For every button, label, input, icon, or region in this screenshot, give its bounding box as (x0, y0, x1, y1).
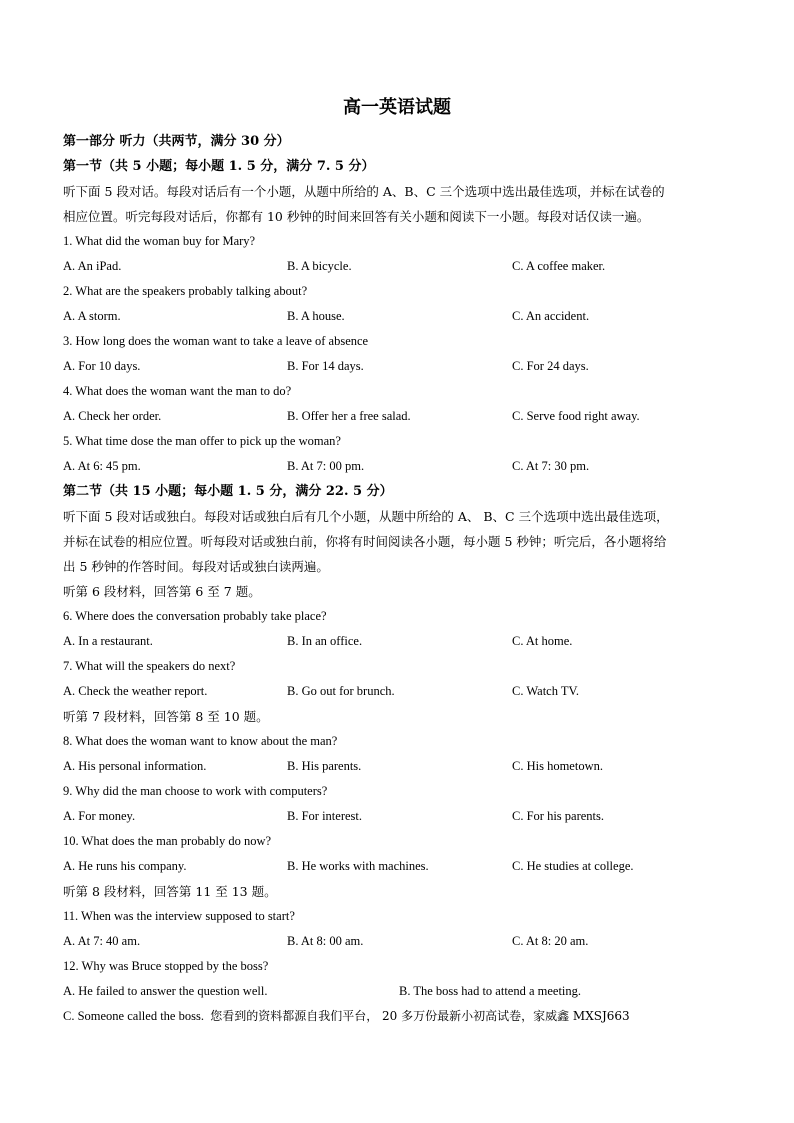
question-6-options (63, 629, 739, 654)
section2-instructions-line3: 出 5 秒钟的作答时间。每段对话或独白读两遍。 (63, 559, 329, 574)
question-6-option-c: C. At home. (512, 634, 573, 648)
question-1-options (63, 254, 739, 279)
material-6-label: 听第 6 段材料，回答第 6 至 7 题。 (63, 584, 261, 599)
material-8-label: 听第 8 段材料，回答第 11 至 13 题。 (63, 884, 277, 899)
material-7-label: 听第 7 段材料，回答第 8 至 10 题。 (63, 709, 269, 724)
section2-instructions-line2: 并标在试卷的相应位置。听每段对话或独白前，你将有时间阅读各小题，每小题 5 秒钟；听完后，各小题将给 (63, 534, 667, 549)
question-5-option-a: A. At 6: 45 pm. (63, 459, 141, 473)
question-10-options (63, 854, 739, 879)
question-7-option-a: A. Check the weather report. (63, 684, 208, 698)
question-8-options (63, 754, 739, 779)
question-12-option-c-line (63, 1004, 739, 1029)
question-9-option-a: A. For money. (63, 809, 136, 823)
page-title: 高一英语试题 (343, 97, 451, 118)
question-1-option-a: A. An iPad. (63, 259, 122, 273)
question-11-options (63, 929, 739, 954)
question-4-option-a: A. Check her order. (63, 409, 162, 423)
question-9-options (63, 804, 739, 829)
question-10-option-b: B. He works with machines. (287, 859, 429, 873)
part1-heading: 第一部分 听力（共两节，满分 30 分） (63, 134, 290, 149)
question-3-option-b: B. For 14 days. (287, 359, 364, 373)
question-6-option-a: A. In a restaurant. (63, 634, 153, 648)
question-4-option-b: B. Offer her a free salad. (287, 409, 411, 423)
section2-heading: 第二节（共 15 小题；每小题 1. 5 分，满分 22. 5 分） (63, 484, 393, 499)
question-2-stem: 2. What are the speakers probably talking about? (63, 284, 308, 298)
question-11-option-a: A. At 7: 40 am. (63, 934, 141, 948)
question-12-option-b: B. The boss had to attend a meeting. (399, 984, 582, 998)
question-5-options (63, 454, 739, 479)
question-6-option-b: B. In an office. (287, 634, 363, 648)
question-9-option-c: C. For his parents. (512, 809, 605, 823)
question-8-option-a: A. His personal information. (63, 759, 207, 773)
question-8-stem: 8. What does the woman want to know about the man? (63, 734, 338, 748)
question-4-options (63, 404, 739, 429)
question-11-stem: 11. When was the interview supposed to start? (63, 909, 295, 923)
question-5-option-b: B. At 7: 00 pm. (287, 459, 365, 473)
section1-instructions-line1: 听下面 5 段对话。每段对话后有一个小题，从题中所给的 A、B、C 三个选项中选出最佳选项，并标在试卷的 (63, 184, 665, 199)
section1-heading: 第一节（共 5 小题；每小题 1. 5 分，满分 7. 5 分） (63, 159, 375, 174)
question-12-stem: 12. Why was Bruce stopped by the boss? (63, 959, 269, 973)
question-4-stem: 4. What does the woman want the man to do? (63, 384, 292, 398)
question-2-option-b: B. A house. (287, 309, 345, 323)
question-10-stem: 10. What does the man probably do now? (63, 834, 272, 848)
section2-instructions-line1: 听下面 5 段对话或独白。每段对话或独白后有几个小题，从题中所给的 A、 B、C 三个选项中选出最佳选项， (63, 509, 669, 524)
question-1-stem: 1. What did the woman buy for Mary? (63, 234, 256, 248)
question-3-option-c: C. For 24 days. (512, 359, 589, 373)
question-9-option-b: B. For interest. (287, 809, 362, 823)
exam-content (63, 129, 739, 1029)
question-9-stem: 9. Why did the man choose to work with computers? (63, 784, 328, 798)
question-7-stem: 7. What will the speakers do next? (63, 659, 236, 673)
question-2-option-c: C. An accident. (512, 309, 590, 323)
question-2-option-a: A. A storm. (63, 309, 121, 323)
question-12-options (63, 979, 739, 1004)
question-8-option-c: C. His hometown. (512, 759, 603, 773)
question-5-option-c: C. At 7: 30 pm. (512, 459, 590, 473)
question-11-option-b: B. At 8: 00 am. (287, 934, 364, 948)
question-12-option-a: A. He failed to answer the question well. (63, 984, 268, 998)
question-3-options (63, 354, 739, 379)
question-6-stem: 6. Where does the conversation probably take place? (63, 609, 327, 623)
question-7-option-b: B. Go out for brunch. (287, 684, 395, 698)
question-1-option-c: C. A coffee maker. (512, 259, 606, 273)
question-10-option-c: C. He studies at college. (512, 859, 634, 873)
question-11-option-c: C. At 8: 20 am. (512, 934, 589, 948)
section1-instructions-line2: 相应位置。听完每段对话后，你都有 10 秒钟的时间来回答有关小题和阅读下一小题。每段对话仅读一遍。 (63, 209, 650, 224)
question-12-option-c: C. Someone called the boss. (63, 1009, 204, 1023)
question-2-options (63, 304, 739, 329)
question-1-option-b: B. A bicycle. (287, 259, 352, 273)
watermark-text: 您看到的资料都源自我们平台， 20 多万份最新小初高试卷，家威鑫 MXSJ663 (210, 1009, 630, 1023)
question-8-option-b: B. His parents. (287, 759, 362, 773)
question-7-options (63, 679, 739, 704)
question-5-stem: 5. What time dose the man offer to pick up the woman? (63, 434, 341, 448)
question-4-option-c: C. Serve food right away. (512, 409, 640, 423)
question-7-option-c: C. Watch TV. (512, 684, 580, 698)
question-3-option-a: A. For 10 days. (63, 359, 141, 373)
question-3-stem: 3. How long does the woman want to take a leave of absence (63, 334, 369, 348)
question-10-option-a: A. He runs his company. (63, 859, 187, 873)
